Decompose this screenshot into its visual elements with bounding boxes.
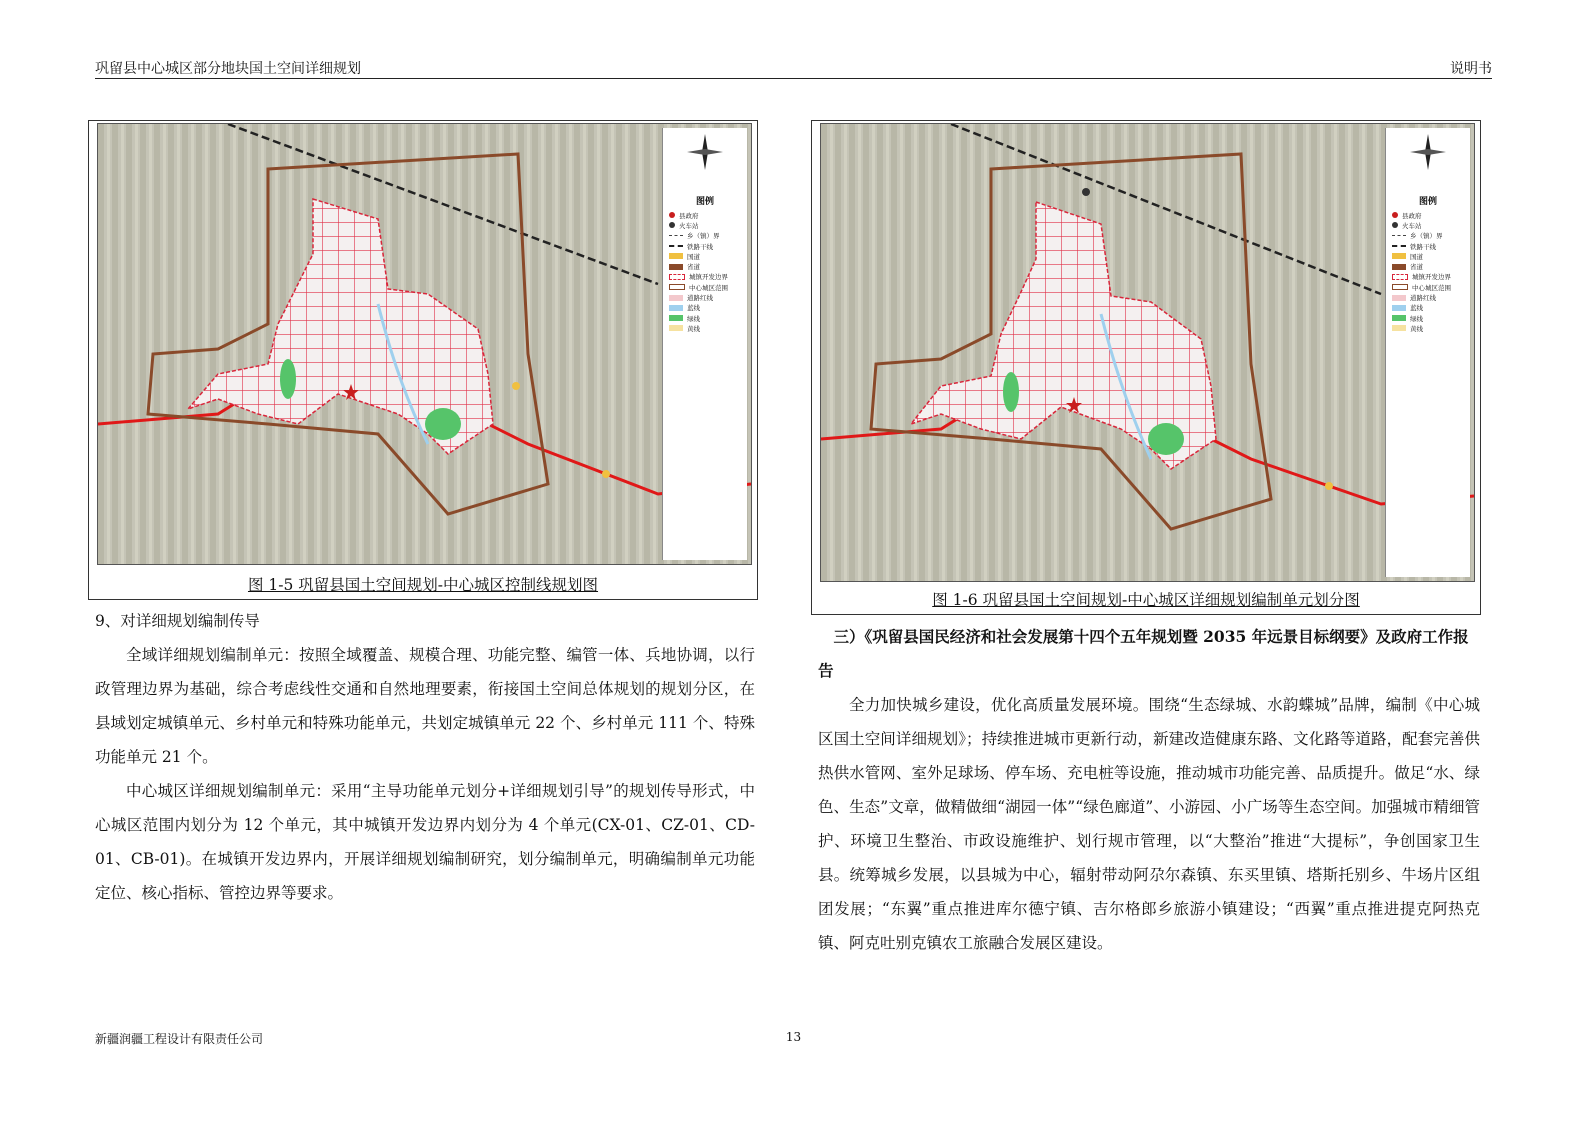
legend-item: 铁路干线 <box>669 241 728 251</box>
figure-caption: 图 1-6 巩留县国土空间规划-中心城区详细规划编制单元划分图 <box>932 591 1360 609</box>
figure-control-line-map <box>88 120 758 600</box>
legend-item: 铁路干线 <box>1392 241 1451 251</box>
legend-item: 火车站 <box>1392 220 1451 230</box>
legend-title: 图例 <box>695 197 714 207</box>
legend-item: 乡（镇）界 <box>1392 231 1451 241</box>
legend-item: 中心城区范围 <box>669 282 728 292</box>
legend-item: 国道 <box>669 251 728 261</box>
header-title: 巩留县中心城区部分地块国土空间详细规划 <box>95 61 361 77</box>
legend-item: 绿线 <box>669 313 728 323</box>
map-legend <box>1385 128 1470 577</box>
legend-item: 道路红线 <box>1392 292 1451 302</box>
legend-item: 黄线 <box>1392 323 1451 333</box>
legend-item: 乡（镇）界 <box>669 231 728 241</box>
figure-caption: 图 1-5 巩留县国土空间规划-中心城区控制线规划图 <box>247 576 599 594</box>
legend-item: 绿线 <box>1392 313 1451 323</box>
map-legend <box>662 128 747 560</box>
page-header <box>95 58 1492 79</box>
legend-item: 城镇开发边界 <box>669 272 728 282</box>
legend-item: 省道 <box>1392 261 1451 271</box>
left-column-text <box>95 604 755 910</box>
section-heading: 三）《巩留县国民经济和社会发展第十四个五年规划暨 2035 年远景目标纲要》及政府工作报告 <box>818 627 1469 680</box>
legend-title: 图例 <box>1418 197 1437 207</box>
map-image <box>97 123 752 565</box>
map-illustration <box>821 124 1474 581</box>
figure-unit-division-map <box>811 120 1481 615</box>
compass-icon <box>1408 132 1448 172</box>
legend-item: 县政府 <box>1392 210 1451 220</box>
legend-item: 火车站 <box>669 220 728 230</box>
paragraph: 中心城区详细规划编制单元：采用“主导功能单元划分+详细规划引导”的规划传导形式，中心城区范围内划分为 12 个单元，其中城镇开发边界内划分为 4 个单元(CX-01、CZ-01、CD-01、CB-01)。在城镇开发边界内，开展详细规划编制研究，划分编制单元，明确编制单元功能定位、核心指标、管控边界等要求。 <box>95 782 755 902</box>
legend-item: 黄线 <box>669 323 728 333</box>
legend-item: 蓝线 <box>669 303 728 313</box>
legend-item: 中心城区范围 <box>1392 282 1451 292</box>
legend-item: 省道 <box>669 261 728 271</box>
map-image <box>820 123 1475 582</box>
compass-icon <box>685 132 725 172</box>
map-illustration <box>98 124 751 564</box>
legend-item: 国道 <box>1392 251 1451 261</box>
header-doc-type: 说明书 <box>1450 61 1492 77</box>
paragraph: 全力加快城乡建设，优化高质量发展环境。围绕“生态绿城、水韵蝶城”品牌，编制《中心城区国土空间详细规划》；持续推进城市更新行动，新建改造健康东路、文化路等道路，配套完善供热供水管网、室外足球场、停车场、充电桩等设施，推动城市功能完善、品质提升。做足“水、绿色、生态”文章，做精做细“湖园一体”“绿色廊道”、小游园、小广场等生态空间。加强城市精细管护、环境卫生整治、市政设施维护、划行规市管理，以“大整治”推进“大提标”，争创国家卫生县。统筹城乡发展，以县城为中心，辐射带动阿尕尔森镇、东买里镇、塔斯托别乡、牛场片区组团发展；“东翼”重点推进库尔德宁镇、吉尔格郎乡旅游小镇建设；“西翼”重点推进提克阿热克镇、阿克吐别克镇农工旅融合发展区建设。 <box>818 696 1480 952</box>
legend-item: 县政府 <box>669 210 728 220</box>
page-number: 13 <box>785 1030 802 1044</box>
section-heading: 9、对详细规划编制传导 <box>95 612 260 630</box>
legend-item: 道路红线 <box>669 292 728 302</box>
footer-company: 新疆润疆工程设计有限责任公司 <box>95 1032 264 1046</box>
legend-item: 蓝线 <box>1392 303 1451 313</box>
legend-item: 城镇开发边界 <box>1392 272 1451 282</box>
right-column-text <box>818 620 1480 960</box>
paragraph: 全域详细规划编制单元：按照全域覆盖、规模合理、功能完整、编管一体、兵地协调，以行政管理边界为基础，综合考虑线性交通和自然地理要素，衔接国土空间总体规划的规划分区，在县域划定城镇单元、乡村单元和特殊功能单元，共划定城镇单元 22 个、乡村单元 111 个、特殊功能单元 21 个。 <box>95 646 755 766</box>
